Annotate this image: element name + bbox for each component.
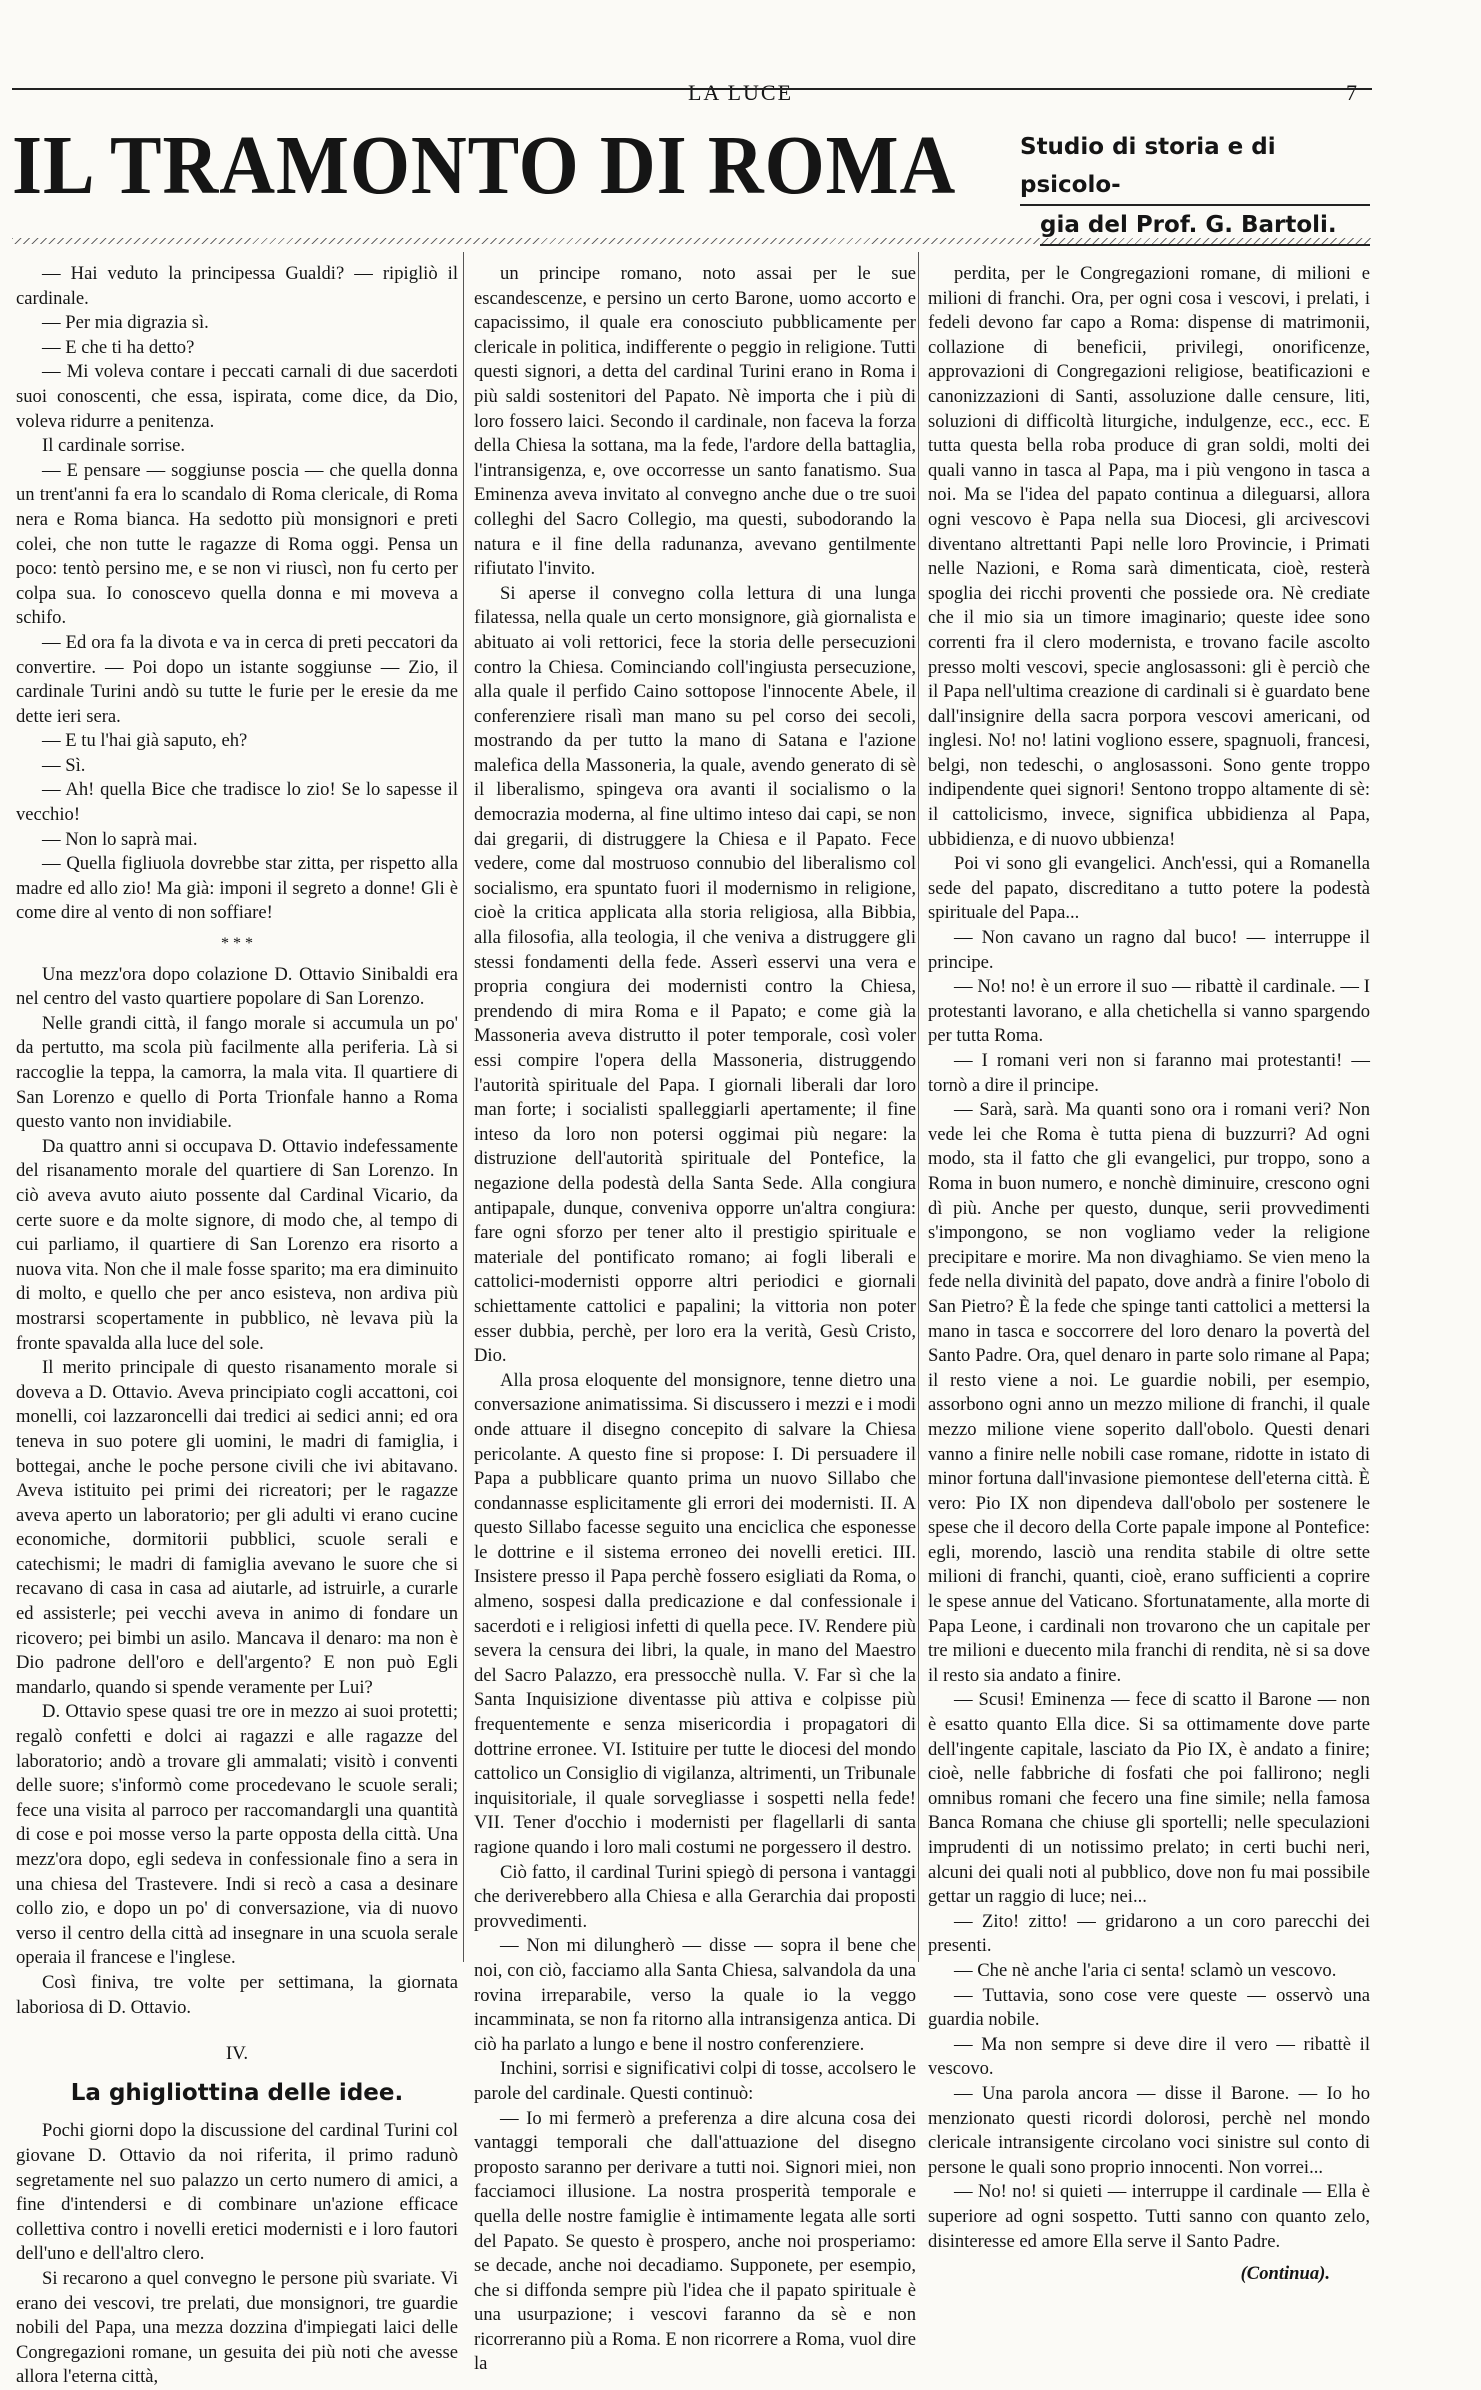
paragraph: Il merito principale di questo risanamento morale si doveva a D. Ottavio. Aveva principiato cogli accattoni, coi monelli, coi lazzaroncelli dai tredici ai sedici anni; ed ora teneva in suo potere gli uomini, le madri di famiglia, i bottegai, anche le poche persone civili che ivi abitavano. Aveva istituito pei primi dei ricreatori; per le ragazze aveva aperto un laboratorio; per gli adulti vi erano cucine economiche, dormitorii pubblici, scuole serali e catechismi; le madri di famiglia avevano le suore che si recavano di casa in casa ad aiutarle, ad istruirle, a curarle ed assisterle; pei vecchi aveva in animo di fondare un ricovero; pei bimbi un asilo. Mancava il denaro: ma non è Dio padrone dell'oro e dell'argento? E non può Egli mandarlo, quando si spende veramente per Lui? (16, 1357, 458, 1698)
running-title: LA LUCE (687, 80, 794, 105)
column-3 (928, 262, 1370, 2287)
section-break: * * * (221, 935, 253, 953)
paragraph: — Hai veduto la principessa Gualdi? — ripigliò il cardinale. (16, 263, 458, 309)
paragraph: Nelle grandi città, il fango morale si accumula un po' da pertutto, ma scola più facilmente alla periferia. Là si raccoglie la teppa, la camorra, la mala vita. Il quartiere di San Lorenzo e quello di Porta Trionfale hanno a Roma questo vanto non invidiabile. (16, 1012, 458, 1133)
paragraph: Pochi giorni dopo la discussione del cardinal Turini col giovane D. Ottavio da noi riferita, il primo radunò segretamente nel suo palazzo un certo numero di amici, a fine d'intendersi e di combinare un'azione efficace collettiva contro i novelli eretici modernisti e i loro fautori dell'uno e dell'altro clero. (16, 2120, 458, 2265)
paragraph: Si recarono a quel convegno le persone più svariate. Vi erano dei vescovi, tre prelati, due monsignori, tre guardie nobili del Papa, una mezza dozzina d'impiegati laici delle Congregazioni romane, un gesuita dei più noti che avesse allora l'eterna città, (16, 2267, 458, 2388)
paragraph: Il cardinale sorrise. (42, 435, 186, 457)
paragraph: — Zito! zitto! — gridarono a un coro parecchi dei presenti. (928, 1910, 1370, 1957)
header-rule (12, 88, 1372, 90)
paragraph: — Sarà, sarà. Ma quanti sono ora i romani veri? Non vede lei che Roma è tutta piena di buzzurri? Ad ogni modo, sta il fatto che gli evangelici, pur troppo, sono a Roma in buon numero, e nonchè diminuire, crescono ogni dì più. Anche per questo, dunque, serii provvedimenti s'impongono, se non vogliamo veder la religione precipitare e morire. Ma non divaghiamo. Se vien meno la fede nella divinità del papato, dove andrà a finire l'obolo di San Pietro? È la fede che spinge tanti cattolici a mettersi la mano in tasca e soccorrere del loro denaro la povertà del Santo Padre. Ora, quel denaro in parte solo rimane al Papa; il resto viene a noi. Le guardie nobili, per esempio, assorbono ogni anno un mezzo milione di franchi, il quale mezzo milione viene soperito dall'obolo. Questi denari vanno a finire nelle nobili case romane, ridotte in istato di minor fortuna dall'invasione piemontese dell'eterna città. È vero: Pio IX non dipendeva dall'obolo per sostenere le spese che il decoro della Corte papale impone al Pontefice: egli, morendo, lasciò una rendita stabile di oltre sette milioni di franchi, quanti, cioè, erano sufficienti a coprire le spese annue del Vaticano. Sfortunatamente, alla morte di Papa Leone, i cardinali non trovarono che un capitale per tre milioni e duecento mila franchi di rendita, nè si sa dove il resto sia andato a finire. (928, 1099, 1370, 1686)
paragraph: — Per mia digrazia sì. (42, 312, 209, 334)
article-subtitle (1020, 128, 1370, 246)
subtitle-line-2: gia del Prof. G. Bartoli. (1040, 206, 1370, 246)
section-title: La ghigliottina delle idee. (70, 2079, 404, 2106)
paragraph: — Non mi dilungherò — disse — sopra il bene che noi, con ciò, facciamo alla Santa Chiesa, salvandola da una rovina irreparabile, verso la quale io la veggo incamminata, se non fa ritorno alla intransigenza antica. Di ciò ha parlato a lungo e bene il nostro conferenziere. (474, 1935, 916, 2055)
paragraph: Così finiva, tre volte per settimana, la giornata laboriosa di D. Ottavio. (16, 1971, 458, 2018)
masthead-title: IL TRAMONTO DI ROMA (12, 119, 957, 212)
paragraph: — Io mi fermerò a preferenza a dire alcuna cosa dei vantaggi temporali che dall'attuazione del disegno proposto saranno per derivare a tutti noi. Signori miei, non facciamoci illusione. La nostra prosperità temporale e quella delle nostre famiglie è intimamente legata alle sorti del Papato. Se questo è prospero, anche noi prosperiamo: se decade, anche noi decadiamo. Supponete, per esempio, che si diffonda sempre più l'idea che il papato spirituale è una usurpazione; i vescovi faranno da sè e non ricorreranno più a Roma. E non ricorrere a Roma, vuol dire la (474, 2107, 916, 2375)
paragraph: Si aperse il convegno colla lettura di una lunga filatessa, nella quale un certo monsignore, già giornalista e abituato ai voli rettorici, fece la storia delle persecuzioni contro la Chiesa. Cominciando coll'ingiusta persecuzione, alla quale il perfido Caino sottopose l'innocente Abele, il conferenziere risalì man mano su pel corso dei secoli, mostrando da per tutto la mano di Satana e l'azione malefica della Massoneria, la quale, avendo generato di sè il liberalismo, spingeva ora avanti il socialismo o la democrazia moderna, al fine ultimo inteso dai capi, se non dai gregarii, di distruggere la Chiesa e il Papato. Fece vedere, come dal mostruoso connubio del liberalismo col socialismo, era spuntato fuori il modernismo in religione, cioè la critica applicata alla storia religiosa, alla Bibbia, alla filosofia, alla teologia, il che veniva a distruggere gli stessi fondamenti della fede. Asserì esservi una vera e propria congiura dei modernisti contro la Chiesa, prendendo di mira Roma e il Papato; e come già la Massoneria aveva distrutto il poter temporale, così voler essi compire l'opera della Massoneria, distruggendo l'autorità spirituale del Papa. I giornali liberali dar loro man forte; i socialisti spalleggiarli apertamente; il fine inteso da loro non potersi oggimai più negare: la distruzione dell'autorità spirituale del Pontefice, la negazione della podestà della Santa Sede. Alla congiura antipapale, dunque, conveniva opporre un'altra congiura: fare ogni sforzo per tener alto il prestigio spirituale e materiale del pontificato romano; ai fogli liberali e cattolici-modernisti opporre altri periodici e giornali schiettamente cattolici e papalini; la vittoria non poter esser dubbia, perchè, per loro era la verità, Gesù Cristo, Dio. (474, 582, 916, 1367)
paragraph: — Mi voleva contare i peccati carnali di due sacerdoti suoi conoscenti, che essa, ispirata, come dice, da Dio, voleva ridurre a penitenza. (16, 361, 458, 432)
paragraph: Alla prosa eloquente del monsignore, tenne dietro una conversazione animatissima. Si discussero i mezzi e i modi onde attuare il disegno concepito di salvare la Chiesa pericolante. A questo fine si propose: I. Di persuadere il Papa a pubblicare quanto prima un nuovo Sillabo che condannasse esplicitamente gli errori dei modernisti. II. A questo Sillabo facesse seguito una enciclica che esponesse le dottrine e il sistema erroneo dei novelli eretici. III. Insistere presso il Papa perchè fossero esigliati da Roma, o almeno, sospesi dalla predicazione e dal confessionale i sacerdoti e i religiosi infetti di quella pece. IV. Rendere più severa la censura dei libri, la quale, in mano del Maestro del Sacro Palazzo, era pressocchè nulla. V. Far sì che la Santa Inquisizione diventasse più attiva e colpisse più frequentemente e senza misericordia i propagatori di dottrine erronee. VI. Istituire per tutte le diocesi del mondo cattolico un Consiglio di vigilanza, altrimenti, un Tribunale inquisitoriale, il quale sorvegliasse i sospetti nella fede! VII. Tener d'occhio i modernisti per flagellarli di santa ragione quando i loro mali costumi ne porgessero il destro. (474, 1369, 916, 1858)
paragraph: Poi vi sono gli evangelici. Anch'essi, qui a Romanella sede del papato, discreditano a tutto potere la podestà spirituale del Papa... (928, 853, 1370, 924)
paragraph: — Ah! quella Bice che tradisce lo zio! Se lo sapesse il vecchio! (16, 779, 458, 826)
paragraph: — Sì. (42, 754, 86, 776)
column-2 (474, 262, 916, 2377)
paragraph: — Ma non sempre si deve dire il vero — ribattè il vescovo. (928, 2033, 1370, 2080)
paragraph: — E che ti ha detto? (42, 336, 195, 358)
paragraph: — E pensare — soggiunse poscia — che quella donna un trent'anni fa era lo scandalo di Roma clericale, di Roma nera e Roma bianca. Ha sedotto più monsignori e preti colei, che non tutte le ragazze di Roma oggi. Pensa un poco: tentò persino me, e se non vi riuscì, non fu certo per colpa sua. Io conoscevo quella donna e mi moveva a schifo. (16, 459, 458, 629)
decorative-rule (12, 238, 1372, 244)
column-divider (918, 252, 919, 1962)
paragraph: Una mezz'ora dopo colazione D. Ottavio Sinibaldi era nel centro del vasto quartiere popolare di San Lorenzo. (16, 963, 458, 1010)
paragraph: — No! no! è un errore il suo — ribattè il cardinale. — I protestanti lavorano, e alla chetichella si vanno spargendo per tutta Roma. (928, 976, 1370, 1047)
paragraph: perdita, per le Congregazioni romane, di milioni e milioni di franchi. Ora, per ogni cosa i vescovi, i prelati, i fedeli devono far capo a Roma: dispense di matrimonii, collazione di beneficii, privilegi, onorificenze, approvazioni di Congregazioni religiose, beatificazioni e canonizzazioni di Santi, assoluzione dalle censure, liti, soluzioni di difficoltà liturgiche, indulgenze, ecc., ecc. E tutta questa bella roba produce di gran soldi, molti dei quali vanno in tasca al Papa, ma i più vengono in tasca a noi. Ma se l'idea del papato continua a dileguarsi, allora ogni vescovo è Papa nella sua Diocesi, gli arcivescovi diventano altrettanti Papi nelle loro Provincie, i Primati nelle Nazioni, e Roma sarà dimenticata, cioè, resterà spoglia dei ricchi proventi che possiede ora. Nè crediate che il mio sia un timore imaginario; queste idee sono correnti fra il clero modernista, e trovano facile ascolto presso molti vescovi, specie anglosassoni: gli è perciò che il Papa nell'ultima creazione di cardinali si è guardato bene dall'insignire della sacra porpora vescovi americani, od inglesi. No! no! latini vogliono essere, spagnuoli, francesi, belgi, non tedeschi, o anglosassoni. Sono gente troppo indipendente quei signori! Sentono troppo altamente di sè: il cattolicismo, invece, significa ubbidienza al Papa, ubbidienza, e di nuovo ubbienza! (928, 263, 1370, 850)
paragraph: — Tuttavia, sono cose vere queste — osservò una guardia nobile. (928, 1984, 1370, 2031)
paragraph: Da quattro anni si occupava D. Ottavio indefessamente del risanamento morale del quartiere di San Lorenzo. In ciò aveva avuto aiuto possente dal Cardinal Vicario, da certe suore e da molte signore, di modo che, al tempo di cui parliamo, il quartiere di San Lorenzo era risorto a nuova vita. Non che il male fosse sparito; ma era diminuito di molto, e quello che per anco esisteva, non ardiva più mostrarsi scopertamente in pubblico, nè levava più la fronte spavalda alla luce del sole. (16, 1135, 458, 1354)
column-divider (463, 252, 464, 1962)
paragraph: un principe romano, noto assai per le sue escandescenze, e persino un certo Barone, uomo accorto e capacissimo, il quale era conosciuto pubblicamente per clericale in politica, indifferente o peggio in religione. Tutti questi signori, a detta del cardinal Turini erano in Roma i più saldi sostenitori del Papato. Nè importa che i più di loro fossero laici. Secondo il cardinale, non faceva la forza della Chiesa la sottana, ma la fede, l'ardore della battaglia, l'intransigenza, e, ove occorresse un santo fanatismo. Sua Eminenza aveva invitato al convegno anche due o tre suoi colleghi del Sacro Collegio, ma questi, subodorando la natura e il fine della radunanza, avevano gentilmente rifiutato l'invito. (474, 263, 916, 580)
paragraph: — E tu l'hai già saputo, eh? (42, 730, 248, 752)
column-1 (16, 262, 458, 2390)
paragraph: — I romani veri non si faranno mai protestanti! — tornò a dire il principe. (928, 1050, 1370, 1096)
paragraph: — Una parola ancora — disse il Barone. — Io ho menzionato questi ricordi dolorosi, perchè nel mondo clericale intransigente circolano voci sinistre sul conto di persone le quali sono proprio innocenti. Non vorrei... (928, 2082, 1370, 2178)
paragraph: Ciò fatto, il cardinal Turini spiegò di persona i vantaggi che deriverebbero alla Chiesa e alla Gerarchia dai proposti provvedimenti. (474, 1861, 916, 1932)
section-number: IV. (225, 2043, 249, 2065)
paragraph: D. Ottavio spese quasi tre ore in mezzo ai suoi protetti; regalò confetti e dolci ai ragazzi e alle ragazze del laboratorio; andò a trovare gli ammalati; visitò i conventi delle suore; s'informò come procedevano le scuole serali; fece una visita al parroco per raccomandargli una quantità di cose e poi mosse verso la parte opposta della città. Una mezz'ora dopo, egli sedeva in confessionale fino a sera in una chiesa del Trastevere. Indi si recò a casa a desinare collo zio, e dopo un po' di conversazione, via di nuovo verso il centro della città ad insegnare in una scuola serale operaia il francese e l'inglese. (16, 1701, 458, 1969)
paragraph: — Non cavano un ragno dal buco! — interruppe il principe. (928, 927, 1370, 973)
paragraph: Inchini, sorrisi e significativi colpi di tosse, accolsero le parole del cardinale. Questi continuò: (474, 2058, 916, 2104)
paragraph: — Scusi! Eminenza — fece di scatto il Barone — non è esatto quanto Ella dice. Si sa ottimamente dove parte dell'ingente capitale, lasciato da Pio IX, è andato a finire; cioè, nelle fabbriche di fosfati che poi fallirono; negli omnibus romani che fecero una fine simile; nella famosa Banca Romana che chiuse gli sportelli; nelle speculazioni imprudenti di un notissimo prelato; in certi buchi neri, alcuni dei quali noti al pubblico, dove non fu mai possibile gettar un raggio di luce; nei... (928, 1689, 1370, 1908)
continued-note: (Continua). (1240, 2263, 1330, 2285)
page-number: 7 (1346, 80, 1357, 105)
subtitle-line-1: Studio di storia e di psicolo- (1020, 128, 1370, 206)
paragraph: — Ed ora fa la divota e va in cerca di preti peccatori da convertire. — Poi dopo un istante soggiunse — Zio, il cardinale Turini andò su tutte le furie per le eresie da me dette ieri sera. (16, 631, 458, 727)
paragraph: — Quella figliuola dovrebbe star zitta, per rispetto alla madre ed allo zio! Ma già: imponi il segreto a donne! Gli è come dire al vento di non soffiare! (16, 853, 458, 924)
paragraph: — Che nè anche l'aria ci senta! sclamò un vescovo. (954, 1959, 1337, 1981)
paragraph: — No! no! si quieti — interruppe il cardinale — Ella è superiore ad ogni sospetto. Tutti sanno con quanto zelo, disinteresse ed amore Ella serve il Santo Padre. (928, 2181, 1370, 2252)
paragraph: — Non lo saprà mai. (42, 828, 198, 850)
